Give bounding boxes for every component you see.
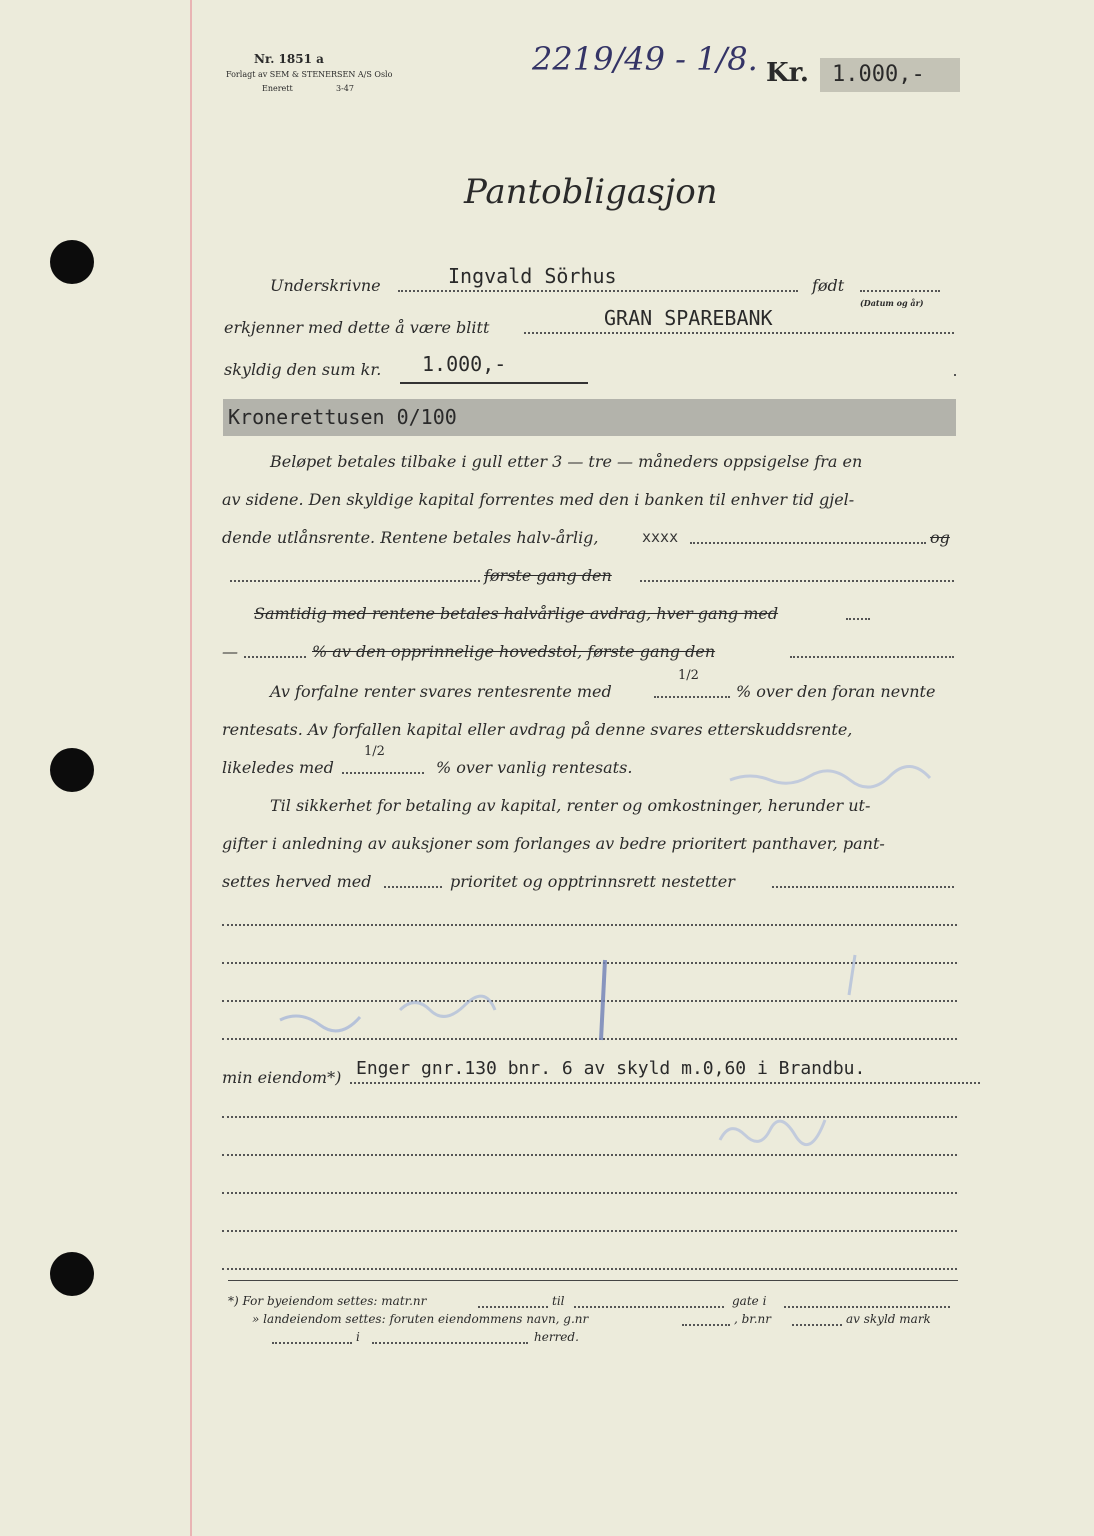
born-dotline <box>860 290 940 292</box>
p3-line3-dotline-left <box>384 886 442 888</box>
p1-line3: dende utlånsrente. Rentene betales halv-årlig, <box>222 528 599 547</box>
p3-line3a: settes herved med <box>222 872 372 891</box>
p3-line3b: prioritet og opptrinnsrett nestetter <box>450 872 735 891</box>
p1-line3-crossed: xxxx <box>642 528 679 546</box>
footnote-line2b: , br.nr <box>734 1312 772 1326</box>
faint-handwriting-marks <box>260 940 960 1060</box>
born-label: født <box>812 276 845 295</box>
sum-tail <box>954 374 956 376</box>
property-value: Enger gnr.130 bnr. 6 av skyld m.0,60 i Brandbu. <box>356 1058 866 1079</box>
footnote-line3a: i <box>356 1330 360 1344</box>
blank-line-8 <box>222 1230 957 1232</box>
footnote-dots-1 <box>478 1306 548 1308</box>
red-margin-line <box>190 0 192 1536</box>
p1-line6-crossed: % av den opprinnelige hovedstol, første gang den <box>312 642 716 661</box>
blank-line-9 <box>222 1268 957 1270</box>
footnote-line3b: herred. <box>534 1330 579 1344</box>
sum-underline <box>400 382 588 384</box>
p1-line5-dotline <box>846 618 870 620</box>
p2-line3b: % over vanlig rentesats. <box>436 758 633 777</box>
sum-label: skyldig den sum kr. <box>224 360 382 379</box>
p2-line3a: likeledes med <box>222 758 334 777</box>
faint-handwriting-top <box>720 760 960 800</box>
p1-line4-dotline-right <box>640 580 954 582</box>
form-number: Nr. 1851 a <box>254 52 324 66</box>
creditor-value: GRAN SPAREBANK <box>604 306 773 330</box>
footnote-line1b: til <box>552 1294 565 1308</box>
creditor-dotline <box>524 332 954 334</box>
p1-line4-crossed: første gang den <box>484 566 612 585</box>
kr-amount: 1.000,- <box>820 58 960 92</box>
footnote-line2a: » landeiendom settes: foruten eiendommens navn, g.nr <box>252 1312 589 1326</box>
footnote-dots-4 <box>682 1324 730 1326</box>
document-title: Pantobligasjon <box>464 172 718 212</box>
blank-line-1 <box>222 924 957 926</box>
p2-line2: rentesats. Av forfallen kapital eller avdrag på denne svares etterskuddsrente, <box>222 720 853 739</box>
publisher-line: Forlagt av SEM & STENERSEN A/S Oslo <box>226 70 393 79</box>
rights-line: Enerett <box>262 84 293 93</box>
p1-line1: Beløpet betales tilbake i gull etter 3 — tre — måneders oppsigelse fra en <box>270 452 863 471</box>
footnote-dots-6 <box>272 1342 352 1344</box>
blank-line-6 <box>222 1154 957 1156</box>
p3-line3-dotline-right <box>772 886 954 888</box>
edition: 3-47 <box>336 84 354 93</box>
footnote-dots-2 <box>574 1306 724 1308</box>
punch-hole-top <box>50 240 94 284</box>
footnote-dots-3 <box>784 1306 950 1308</box>
undersigned-dotline <box>398 290 798 292</box>
sum-value: 1.000,- <box>422 352 507 376</box>
p1-line6-dotline-right <box>790 656 954 658</box>
document-page: Nr. 1851 a Forlagt av SEM & STENERSEN A/S Oslo Enerett 3-47 2219/49 - 1/8. Kr. 1.000,- Pantobligasjon Underskrivne Ingvald Sörhus født (Datum og år) erkjenner med dette å være blitt GRAN SPAREBANK skyldig den sum kr. 1.000,- Kronerettusen 0/100 Beløpet betales tilbake i gull etter 3 — tre — måneders oppsigelse fra en av sidene. Den skyldige kapital forrentes med den i banken til enhver tid gjel- dende utlånsrente. Rentene betales halv-årlig, xxxx og første gang den Samtidig med rentene betales halvårlige avdrag, hver gang med — % av den opprinnelige hovedstol, første gang den Av forfalne renter svares rentesrente med 1/2 % over den foran nevnte rentesats. Av forfallen kapital eller avdrag på denne svares etterskuddsrente, likeledes med 1/2 % over vanlig rentesats. Til sikkerhet for betaling av kapital, renter og omkostninger, herunder ut- gifter i anledning av auksjoner som forlanges av bedre prioritert panthaver, pant- settes herved med prioritet og opptrinnsrett nestetter min eiendom*) Enger gnr.130 bnr. 6 av skyld m.0,60 i Brandbu. *) For byeiendom settes: matr.nr til gate i » landeiendom settes: foruten eiendommens navn, g.nr , br.nr av skyld mark i herred. <box>0 0 1094 1536</box>
footnote-rule <box>228 1280 958 1281</box>
p1-line3-end: og <box>930 528 950 547</box>
p1-line5-crossed: Samtidig med rentene betales halvårlige avdrag, hver gang med <box>254 604 779 623</box>
p2-fraction-1: 1/2 <box>678 668 699 683</box>
p1-line3-dotline <box>690 542 926 544</box>
undersigned-label: Underskrivne <box>270 276 381 295</box>
faint-handwriting-bottom <box>700 1090 860 1160</box>
p1-line4-dotline-left <box>230 580 480 582</box>
punch-hole-bottom <box>50 1252 94 1296</box>
footnote-line1c: gate i <box>732 1294 767 1308</box>
p2-fraction-2: 1/2 <box>364 744 385 759</box>
property-dotline <box>350 1082 980 1084</box>
property-label: min eiendom*) <box>222 1068 342 1087</box>
undersigned-value: Ingvald Sörhus <box>448 264 617 288</box>
p2-line1a: Av forfalne renter svares rentesrente med <box>270 682 612 701</box>
born-hint: (Datum og år) <box>860 298 924 308</box>
footnote-dots-5 <box>792 1324 842 1326</box>
p1-line2: av sidene. Den skyldige kapital forrentes med den i banken til enhver tid gjel- <box>222 490 855 509</box>
footnote-dots-7 <box>372 1342 528 1344</box>
punch-hole-middle <box>50 748 94 792</box>
footnote-line1a: *) For byeiendom settes: matr.nr <box>228 1294 427 1308</box>
blank-line-5 <box>222 1116 957 1118</box>
p3-line1: Til sikkerhet for betaling av kapital, renter og omkostninger, herunder ut- <box>270 796 871 815</box>
p2-line3-dotline <box>342 772 424 774</box>
amount-in-words: Kronerettusen 0/100 <box>228 405 457 429</box>
acknowledge-label: erkjenner med dette å være blitt <box>224 318 490 337</box>
p2-line1-dotline <box>654 696 730 698</box>
p3-line2: gifter i anledning av auksjoner som forlanges av bedre prioritert panthaver, pant- <box>222 834 885 853</box>
p1-line6-dotline-left <box>244 656 306 658</box>
blank-line-7 <box>222 1192 957 1194</box>
footnote-line2c: av skyld mark <box>846 1312 931 1326</box>
handwritten-reference: 2219/49 - 1/8. <box>532 40 758 78</box>
kr-label: Kr. <box>766 58 809 88</box>
p2-line1b: % over den foran nevnte <box>736 682 936 701</box>
